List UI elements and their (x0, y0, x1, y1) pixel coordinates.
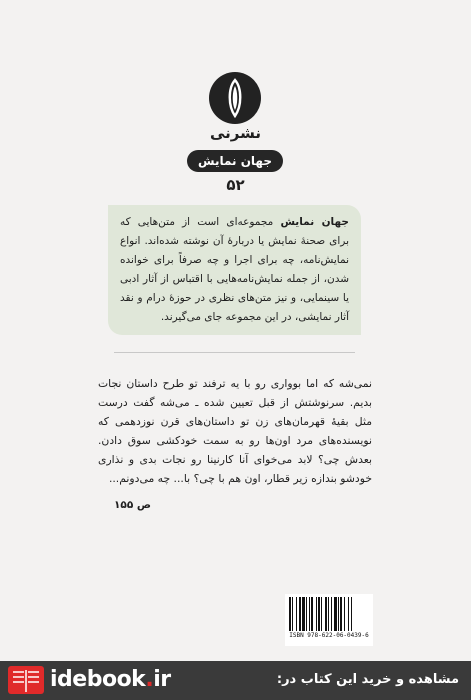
series-badge: جهان نمایش (187, 150, 283, 172)
feather-icon (209, 72, 261, 124)
excerpt-page-reference: ص ۱۵۵ (114, 499, 152, 511)
barcode-bars (289, 597, 369, 631)
publisher-name: نشرنی (209, 124, 262, 142)
isbn: ISBN 978-622-06-0439-6 (289, 632, 369, 639)
series-description-lead: جهان نمایش (280, 216, 349, 228)
divider (114, 352, 355, 353)
barcode (285, 594, 373, 646)
book-excerpt: نمی‌شه که اما بوواری رو با یه ترفند تو طرح داستان نجات بدیم. سرنوشتش از قبل تعیین شده ـ می‌شه گفت درست مثل بقیهٔ قهرمان‌های زن تو داستان‌های قرن نوزدهمی که نویسنده‌های مرد اون‌ها رو به سمت خودکشی سوق دادن. بعدش چی؟ لابد می‌خوای آنا کارنینا رو نجات بدی و نذاری خودشو بندازه زیر قطار، اون هم با چی؟ با... چه می‌دونم... (98, 377, 372, 485)
watermark-brand-main: idebook (50, 667, 146, 692)
publisher-logo (209, 72, 261, 124)
series-description-text: مجموعه‌ای است از متن‌هایی که برای صحنهٔ نمایش یا دربارهٔ آن نوشته شده‌اند. انواع نمایش‌نامه، چه برای اجرا و چه صرفاً برای خوانده شدن، از جمله نمایش‌نامه‌هایی با اقتباس از آثار ادبی یا سینمایی، و نیز متن‌های نظری در حوزهٔ درام و نقد آثار نمایشی، در این مجموعه جای می‌گیرند. (120, 216, 349, 323)
watermark-brand-dot: . (145, 667, 154, 692)
series-number: ۵۲ (226, 176, 245, 194)
watermark-brand[interactable] (50, 667, 171, 692)
book-icon (6, 662, 46, 696)
watermark-caption: مشاهده و خرید این کتاب در: (276, 672, 459, 687)
series-description (108, 205, 361, 335)
watermark-brand-tld: ir (153, 667, 171, 692)
